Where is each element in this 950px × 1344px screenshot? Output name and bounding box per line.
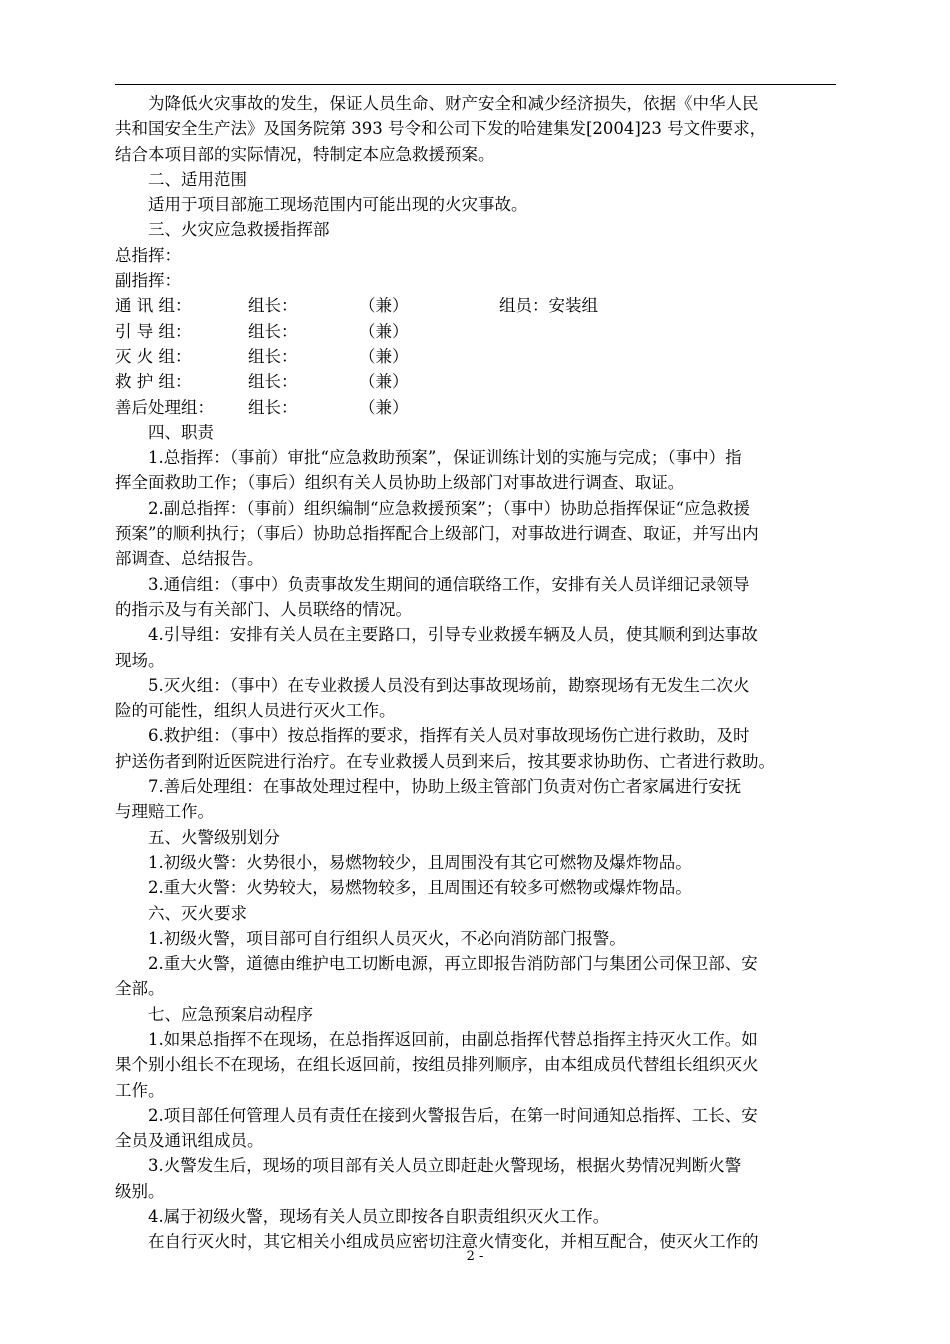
text-line: 工作。: [115, 1080, 165, 1100]
text-line: 果个别小组长不在现场，在组长返回前，按组员排列顺序，由本组成员代替组长组织灭火: [115, 1055, 759, 1075]
group-name: 善后处理组：: [115, 397, 214, 417]
text-line: 2.副总指挥：（事前）组织编制“应急救援预案”；（事中）协助总指挥保证“应急救援: [148, 498, 751, 518]
text-line: 4.属于初级火警，现场有关人员立即按各自职责组织灭火工作。: [148, 1207, 610, 1227]
text-line: 为降低火灾事故的发生，保证人员生命、财产安全和减少经济损失，依据《中华人民: [148, 94, 759, 113]
section-heading: 三、火灾应急救援指挥部: [148, 220, 330, 240]
text-line: 1.初级火警：火势很小，易燃物较少，且周围没有其它可燃物及爆炸物品。: [148, 852, 692, 872]
text-line: 全员及通讯组成员。: [115, 1131, 264, 1151]
text-line: 1.初级火警，项目部可自行组织人员灭火，不必向消防部门报警。: [148, 928, 626, 948]
section-heading: 七、应急预案启动程序: [148, 1004, 313, 1024]
text-line: 挥全面救助工作；（事后）组织有关人员协助上级部门对事故进行调查、取证。: [115, 473, 685, 493]
group-leader: 组长：: [248, 397, 298, 417]
group-row: [115, 369, 837, 394]
text-line: 5.灭火组：（事中）在专业救援人员没有到达事故现场前，勘察现场有无发生二次火: [148, 675, 750, 695]
group-members: 组员：安装组: [499, 296, 598, 316]
text-line: 共和国安全生产法》及国务院第 393 号令和公司下发的哈建集发[2004]23 号文件要求，: [115, 119, 767, 139]
group-name: 通 讯 组：: [115, 296, 192, 316]
group-row: [115, 395, 837, 420]
text-line: 与理赔工作。: [115, 802, 214, 822]
text-line: 级别。: [115, 1181, 165, 1201]
group-row: [115, 293, 837, 318]
text-line: 预案”的顺利执行；（事后）协助总指挥配合上级部门，对事故进行调查、取证，并写出内: [115, 524, 759, 544]
text-line: 2.重大火警，道德由维护电工切断电源，再立即报告消防部门与集团公司保卫部、安: [148, 954, 758, 974]
text-line: 结合本项目部的实际情况，特制定本应急救援预案。: [115, 144, 495, 164]
section-heading: 四、职责: [148, 422, 214, 442]
text-line: 护送伤者到附近医院进行治疗。在专业救援人员到来后，按其要求协助伤、亡者进行救助。: [115, 751, 775, 771]
duties-list: [115, 445, 837, 824]
group-leader: 组长：: [248, 346, 298, 366]
text-line: 1.总指挥：（事前）审批“应急救助预案”，保证训练计划的实施与完成；（事中）指: [148, 448, 742, 468]
text-line: 2.重大火警：火势较大，易燃物较多，且周围还有较多可燃物或爆炸物品。: [148, 878, 692, 898]
group-leader: 组长：: [248, 372, 298, 392]
text-line: 1.如果总指挥不在现场，在总指挥返回前，由副总指挥代替总指挥主持灭火工作。如: [148, 1029, 758, 1049]
section-heading: 五、火警级别划分: [148, 827, 280, 847]
group-concurrent-note: （兼）: [359, 397, 409, 417]
group-leader: 组长：: [248, 296, 298, 316]
document-body: [115, 91, 837, 1255]
text-line: 适用于项目部施工现场范围内可能出现的火灾事故。: [148, 195, 528, 215]
text-line: 部调查、总结报告。: [115, 549, 264, 569]
page-number: 2 -: [466, 1249, 484, 1264]
group-row: [115, 319, 837, 344]
text-line: 现场。: [115, 650, 165, 670]
text-line: 3.通信组：（事中）负责事故发生期间的通信联络工作，安排有关人员详细记录领导: [148, 574, 750, 594]
group-concurrent-note: （兼）: [359, 372, 409, 392]
group-concurrent-note: （兼）: [359, 321, 409, 341]
group-name: 引 导 组：: [115, 321, 192, 341]
text-line: 7.善后处理组：在事故处理过程中，协助上级主管部门负责对伤亡者家属进行安抚: [148, 777, 742, 797]
group-concurrent-note: （兼）: [359, 346, 409, 366]
group-name: 救 护 组：: [115, 372, 192, 392]
text-line: 险的可能性，组织人员进行灭火工作。: [115, 701, 396, 721]
text-line: 全部。: [115, 979, 165, 999]
group-name: 灭 火 组：: [115, 346, 192, 366]
intro-paragraph: [115, 91, 837, 167]
group-leader: 组长：: [248, 321, 298, 341]
header-rule: [115, 84, 836, 85]
group-concurrent-note: （兼）: [359, 296, 409, 316]
group-table: [115, 293, 837, 419]
startup-procedure-list: [115, 1027, 837, 1255]
section-heading: 二、适用范围: [148, 169, 247, 189]
group-row: [115, 344, 837, 369]
text-line: 4.引导组：安排有关人员在主要路口，引导专业救援车辆及人员，使其顺利到达事故: [148, 625, 758, 645]
text-line: 2.项目部任何管理人员有责任在接到火警报告后，在第一时间通知总指挥、工长、安: [148, 1105, 758, 1125]
text-line: 6.救护组：（事中）按总指挥的要求，指挥有关人员对事故现场伤亡进行救助，及时: [148, 726, 750, 746]
text-line: 3.火警发生后，现场的项目部有关人员立即赶赴火警现场，根据火势情况判断火警: [148, 1156, 742, 1176]
text-line: 在自行灭火时，其它相关小组成员应密切注意火情变化，并相互配合，使灭火工作的: [148, 1232, 759, 1252]
commander-line: 总指挥：: [115, 245, 181, 265]
text-line: 的指示及与有关部门、人员联络的情况。: [115, 599, 412, 619]
deputy-commander-line: 副指挥：: [115, 271, 181, 291]
section-heading: 六、灭火要求: [148, 903, 247, 923]
